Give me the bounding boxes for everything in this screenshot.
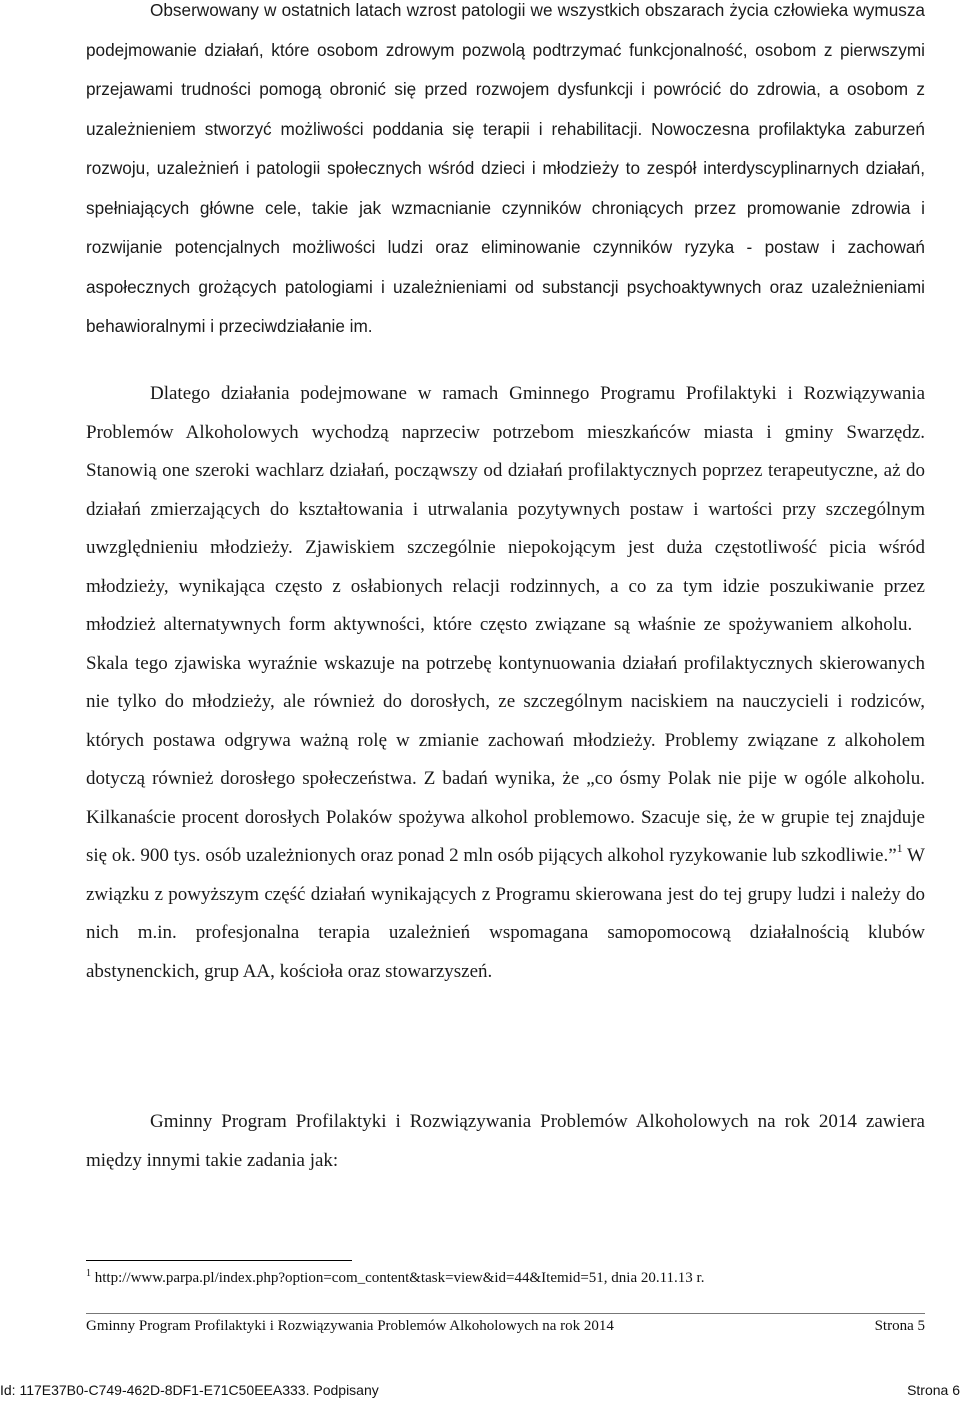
paragraph-programme-part4: Skala tego zjawiska wyraźnie wskazuje na potrzebę kontynuowania działań profilaktycznych skierowanych nie tylko do młodzieży, ale również do dorosłych, ze szczególnym naciskiem na nauczycieli i rodziców, których postawa odgrywa ważną rolę w zmianie zachowań młodzieży. Problemy związane z alkoholem dotyczą również dorosłego społeczeństwa. Z badań wynika, że „co ósmy Polak nie pije w ogóle alkoholu. Kilkanaście procent dorosłych Polaków spożywa alkohol problemowo. Szacuje się, że w grupie tej znajduje się ok. 900 tys. osób uzależnionych oraz ponad 2 mln osób pijących alkohol ryzykowanie lub szkodliwie.” — [86, 652, 925, 866]
running-footer-title: Gminny Program Profilaktyki i Rozwiązywania Problemów Alkoholowych na rok 2014 — [86, 1318, 614, 1334]
footnote-text: http://www.parpa.pl/index.php?option=com_content&task=view&id=44&Itemid=51, dnia 20.11.13 r. — [94, 1270, 705, 1286]
document-id: Id: 117E37B0-C749-462D-8DF1-E71C50EEA333. Podpisany — [0, 1382, 379, 1398]
document-id-bar — [0, 1382, 960, 1398]
footnote-reference: 1 — [896, 841, 903, 855]
paragraph-intro-part2: Nowoczesna profilaktyka zaburzeń rozwoju, uzależnień i patologii społecznych wśród dzieci i młodzieży to zespół interdyscyplinarnych działań, spełniających główne cele, takie jak wzmacnianie czynników chroniących przez promowanie zdrowia i rozwijanie potencjalnych możliwości ludzi oraz eliminowanie czynników ryzyka - postaw i zachowań aspołecznych grożących patologiami i uzależnieniami od substancji psychoaktywnych oraz uzależnieniami behawioralnymi i przeciwdziałanie im. — [86, 118, 925, 336]
paragraph-programme-part1: Dlatego działania podejmowane w ramach Gminnego Programu Profilaktyki i Rozwiązywania Problemów Alkoholowych wychodzą naprzeciw potrzebom mieszkańców miasta i gminy Swarzędz. — [86, 383, 925, 443]
paragraph-programme — [86, 375, 925, 991]
running-footer-page-number: Strona 5 — [874, 1318, 925, 1334]
running-footer — [86, 1313, 925, 1335]
paragraph-programme-part2: Stanowią one szeroki wachlarz działań, począwszy od działań profilaktycznych poprzez terapeutyczne, aż do działań zmierzających do kształtowania i utrwalania pozytywnych postaw i wartości przy szczególnym uwzględnieniu młodzieży. — [86, 460, 925, 558]
footnote-number: 1 — [86, 1268, 91, 1279]
footnote — [86, 1270, 704, 1287]
footnote-separator — [86, 1260, 352, 1261]
paragraph-programme-part3: Zjawiskiem szczególnie niepokojącym jest duża częstotliwość picia wśród młodzieży, wynikająca często z osłabionych relacji rodzinnych, a co za tym idzie poszukiwanie przez młodzież alternatywnych form aktywności, które często związane są właśnie ze spożywaniem alkoholu. — [86, 537, 926, 635]
paragraph-intro-part1: Obserwowany w ostatnich latach wzrost patologii we wszystkich obszarach życia człowieka wymusza podejmowanie działań, które osobom zdrowym pozwolą podtrzymać funkcjonalność, osobom z pierwszymi przejawami trudności pomogą obronić się przed rozwojem dysfunkcji i powrócić do zdrowia, a osobom z uzależnieniem stworzyć możliwości poddania się terapii i rehabilitacji. — [86, 0, 925, 139]
document-page-number: Strona 6 — [907, 1382, 960, 1398]
paragraph-tasks-intro-text: Gminny Program Profilaktyki i Rozwiązywania Problemów Alkoholowych na rok 2014 zawiera między innymi takie zadania jak: — [86, 1111, 925, 1171]
paragraph-intro — [86, 0, 925, 347]
paragraph-tasks-intro — [86, 1103, 925, 1180]
paragraph-programme-part5: W związku z powyższym część działań wynikających z Programu skierowana jest do tej grupy ludzi i należy do nich m.in. profesjonalna terapia uzależnień wspomagana samopomocową działalnością klubów abstynenckich, grup AA, kościoła oraz stowarzyszeń. — [86, 845, 925, 982]
